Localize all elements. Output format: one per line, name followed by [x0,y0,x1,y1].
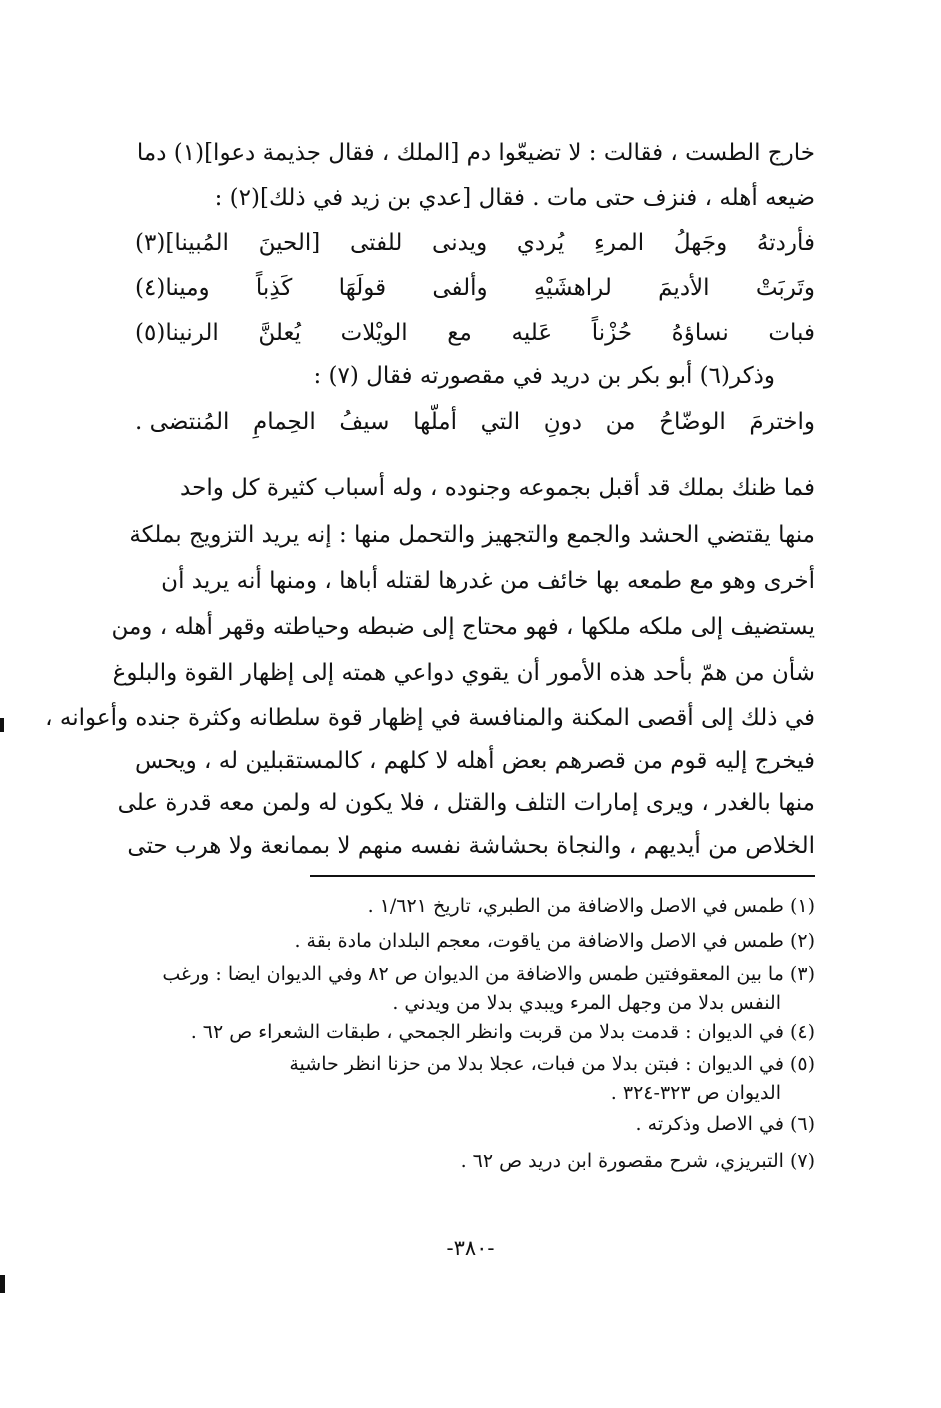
paragraph-line: فما ظنك بملك قد أقبل بجموعه وجنوده ، وله أسباب كثيرة كل واحد [180,475,815,501]
footnote: (٧) التبريزي، شرح مقصورة ابن دريد ص ٦٢ . [460,1150,815,1172]
footnote: (١) طمس في الاصل والاضافة من الطبري، تاريخ ١/٦٢١ . [367,895,815,917]
verse-word: التي [480,409,521,435]
verse-word: الحِمامِ [253,409,316,435]
verse-word: عَليه [511,320,553,346]
footnote: (٤) في الديوان : قدمت بدلا من قربت وانظر الجمحي ، طبقات الشعراء ص ٦٢ . [190,1021,815,1043]
footnote: (٣) ما بين المعقوفتين طمس والاضافة من الديوان ص ٨٢ وفي الديوان ايضا : ورغب [162,963,815,985]
paragraph-line: منها يقتضي الحشد والجمع والتجهيز والتحمل منها : إنه يريد التزويج بملكة [129,522,815,548]
text-line: ضيعه أهله ، فنزف حتى مات . فقال [عدي بن زيد في ذلك](٢) : [214,185,815,211]
verse-word: للفتى [349,230,403,256]
verse-line [135,223,815,263]
page-number: -٣٨٠- [446,1236,495,1260]
paragraph-line: يستضيف إلى ملكه ملكها ، فهو محتاج إلى ضبطه وحياطته وقهر أهله ، ومن [111,614,815,640]
verse-word: الرنينا(٥) [135,320,219,346]
verse-line [135,313,815,353]
footnote-separator [310,875,815,877]
verse-word: من [605,409,636,435]
scan-edge-mark [0,718,4,732]
verse-line [135,402,815,442]
verse-word: حُزْناً [591,320,633,346]
footnote-continuation: النفس بدلا من وجهل المرء ويبدي بدلا من ويدني . [392,992,781,1014]
paragraph-line: شأن من همّ بأحد هذه الأمور أن يقوي دواعي همته إلى إظهار القوة والبلوغ [112,660,815,686]
footnote-continuation: الديوان ص ٣٢٣-٣٢٤ . [610,1082,781,1104]
verse-word: مع [447,320,472,346]
verse-word: قولَهَا [338,275,387,301]
verse-word: كَذِباً [255,275,293,301]
verse-word: يُعلنَّ [258,320,301,346]
paragraph-line: فيخرج إليه قوم من قصرهم بعض أهله لا كلهم ، كالمستقبلين له ، ويحس [135,748,815,774]
verse-word: المُنتضى . [135,409,230,435]
paragraph-line: منها بالغدر ، ويرى إمارات التلف والقتل ، فلا يكون له ولمن معه قدرة على [117,790,815,816]
verse-word: وألفى [432,275,488,301]
footnote: (٥) في الديوان : فبتن بدلا من فبات، عجلا بدلا من حزنا انظر حاشية [289,1053,815,1075]
paragraph-line: في ذلك إلى أقصى المكنة والمنافسة في إظهار قوة سلطانه وكثرة جنده وأعوانه ، [45,705,815,731]
text-line: وذكر(٦) أبو بكر بن دريد في مقصورته فقال (٧) : [313,363,775,389]
verse-word: المرءِ [593,230,645,256]
paragraph-line: الخلاص من أيديهم ، والنجاة بحشاشة نفسه منهم لا بممانعة ولا هرب حتى [127,833,815,859]
verse-word: الوضّاحُ [659,409,726,435]
verse-word: لراهشَيْهِ [533,275,612,301]
text-line: خارج الطست ، فقالت : لا تضيعّوا دم [الملك ، فقال جذيمة دعوا](١) دما [136,140,815,166]
verse-line [135,268,815,308]
main-text [45,0,815,870]
verse-word: ومينا(٤) [135,275,210,301]
verse-word: الأديمَ [658,275,710,301]
verse-word: وتَربَتْ [755,275,815,301]
paragraph-line: أخرى وهو مع طمعه بها خائف من غدرها لقتله أباها ، ومنها أنه يريد أن [161,568,815,594]
verse-word: الويْلات [340,320,408,346]
verse-word: المُبينا](٣) [135,230,229,256]
footnote: (٦) في الاصل وذكرته . [635,1113,815,1135]
verse-word: [الحينَ [258,230,321,256]
scan-edge-mark [0,1275,5,1293]
verse-word: أملّها [413,409,458,435]
verse-word: يُردي [516,230,565,256]
verse-word: نساؤهُ [671,320,729,346]
verse-word: فأردتهُ [756,230,815,256]
verse-word: ويدنى [432,230,488,256]
verse-word: وجَهلُ [673,230,728,256]
verse-word: واخترمَ [749,409,815,435]
verse-word: دونِ [543,409,583,435]
footnote: (٢) طمس في الاصل والاضافة من ياقوت، معجم البلدان مادة بقة . [294,930,815,952]
verse-word: سيفُ [339,409,390,435]
verse-word: فبات [768,320,815,346]
